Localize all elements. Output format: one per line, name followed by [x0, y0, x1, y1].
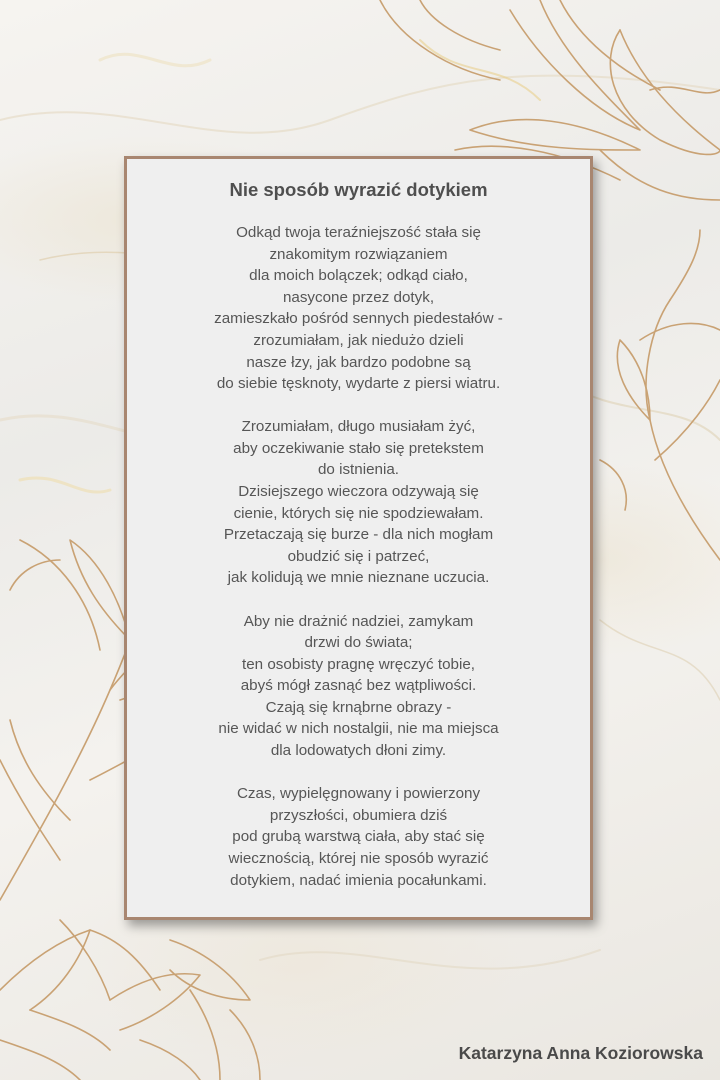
poem-line: ten osobisty pragnę wręczyć tobie,	[242, 655, 475, 673]
poem-body	[127, 222, 590, 891]
poem-line: cienie, których się nie spodziewałam.	[233, 504, 484, 522]
poem-line: nasze łzy, jak bardzo podobne są	[246, 353, 471, 371]
poem-line: dla moich bolączek; odkąd ciało,	[249, 267, 468, 285]
poem-title: Nie sposób wyrazić dotykiem	[229, 179, 488, 200]
author-name: Katarzyna Anna Koziorowska	[458, 1043, 703, 1063]
stanza-4	[127, 783, 590, 891]
poem-line: Zrozumiałam, długo musiałam żyć,	[241, 418, 476, 436]
poem-line: pod grubą warstwą ciała, aby stać się	[232, 828, 485, 846]
poem-line: zrozumiałam, jak niedużo dzieli	[253, 331, 464, 349]
poem-line: dotykiem, nadać imienia pocałunkami.	[230, 871, 487, 889]
poem-line: drzwi do świata;	[304, 634, 413, 652]
poem-line: znakomitym rozwiązaniem	[269, 245, 448, 263]
poem-line: Dzisiejszego wieczora odzywają się	[238, 483, 479, 501]
stanza-1	[127, 222, 590, 395]
poem-line: do istnienia.	[317, 461, 400, 479]
poem-line: aby oczekiwanie stało się pretekstem	[233, 439, 484, 457]
poem-line: Czas, wypielęgnowany i powierzony	[236, 785, 481, 803]
poem-line: Aby nie drażnić nadziei, zamykam	[243, 612, 474, 630]
poem-line: nasycone przez dotyk,	[282, 288, 435, 306]
poem-line: nie widać w nich nostalgii, nie ma miejsca	[218, 720, 499, 738]
poem-line: Odkąd twoja teraźniejszość stała się	[236, 224, 481, 241]
poem-line: Czają się krnąbrne obrazy -	[265, 698, 452, 716]
poem-line: abyś mógł zasnąć bez wątpliwości.	[240, 677, 477, 695]
stanza-2	[127, 416, 590, 589]
poem-line: przyszłości, obumiera dziś	[269, 806, 448, 824]
stanza-3	[127, 611, 590, 762]
poem-line: dla lodowatych dłoni zimy.	[270, 742, 447, 760]
poem-line: obudzić się i patrzeć,	[287, 547, 430, 565]
poem-line: Przetaczają się burze - dla nich mogłam	[223, 526, 494, 544]
poem-line: wiecznością, której nie sposób wyrazić	[228, 849, 489, 867]
poem-card	[124, 156, 593, 920]
poem-line: zamieszkało pośród sennych piedestałów -	[214, 310, 503, 328]
poem-line: do siebie tęsknoty, wydarte z piersi wiatru.	[216, 375, 501, 393]
poem-line: jak kolidują we mnie nieznane uczucia.	[227, 569, 490, 587]
